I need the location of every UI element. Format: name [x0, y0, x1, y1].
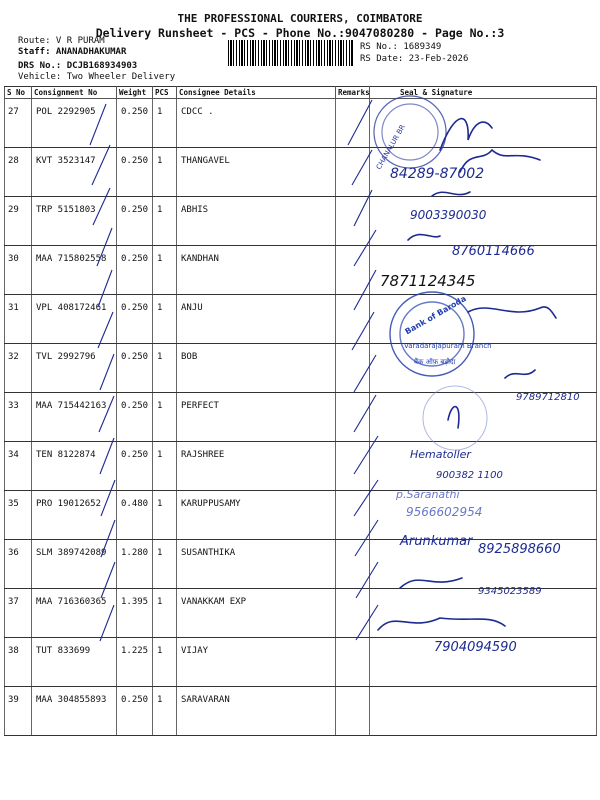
row-consignee: BOB	[177, 344, 336, 393]
row-remarks	[336, 197, 370, 246]
col-pcs: PCS	[153, 87, 177, 99]
handwritten-phone: 8925898660	[478, 542, 561, 557]
row-sno: 38	[5, 638, 32, 687]
row-consignment: TUT 833699	[32, 638, 117, 687]
table-row	[5, 344, 597, 393]
runsheet-table	[4, 86, 597, 736]
row-weight: 0.250	[117, 246, 153, 295]
handwritten-phone: 8760114666	[452, 244, 535, 259]
row-consignee: SUSANTHIKA	[177, 540, 336, 589]
row-remarks	[336, 638, 370, 687]
row-sno: 28	[5, 148, 32, 197]
col-signature: Seal & Signature	[370, 87, 597, 99]
row-consignee: VIJAY	[177, 638, 336, 687]
col-consignment: Consignment No	[32, 87, 117, 99]
row-sno: 34	[5, 442, 32, 491]
col-consignee: Consignee Details	[177, 87, 336, 99]
row-consignee: ANJU	[177, 295, 336, 344]
row-consignment: MAA 304855893	[32, 687, 117, 736]
row-pcs: 1	[153, 687, 177, 736]
row-pcs: 1	[153, 99, 177, 148]
row-weight: 1.225	[117, 638, 153, 687]
row-sno: 29	[5, 197, 32, 246]
table-header-row	[5, 87, 597, 99]
handwritten-phone: 9345023589	[478, 586, 542, 597]
row-weight: 0.250	[117, 295, 153, 344]
row-consignment: TEN 8122874	[32, 442, 117, 491]
row-weight: 0.250	[117, 393, 153, 442]
route-label: Route: V R PURAM	[18, 36, 105, 46]
handwritten-phone: 84289-87002	[390, 166, 485, 182]
handwritten-name: Arunkumar	[400, 534, 473, 549]
row-consignment: MAA 715802558	[32, 246, 117, 295]
row-remarks	[336, 393, 370, 442]
row-signature	[370, 442, 597, 491]
row-pcs: 1	[153, 589, 177, 638]
row-consignment: MAA 715442163	[32, 393, 117, 442]
row-remarks	[336, 540, 370, 589]
row-consignment: PRO 19012652	[32, 491, 117, 540]
row-signature	[370, 687, 597, 736]
row-consignee: ABHIS	[177, 197, 336, 246]
row-sno: 30	[5, 246, 32, 295]
handwritten-phone: 7871124345	[380, 272, 476, 290]
row-signature	[370, 99, 597, 148]
handwritten-name: Hematoller	[410, 448, 471, 461]
handwritten-phone: 7904094590	[434, 640, 517, 655]
row-weight: 0.250	[117, 687, 153, 736]
row-pcs: 1	[153, 442, 177, 491]
row-weight: 0.250	[117, 148, 153, 197]
row-sno: 31	[5, 295, 32, 344]
staff-label: Staff: ANANADHAKUMAR	[18, 47, 127, 57]
row-signature	[370, 344, 597, 393]
bank-stamp-branch: Varadarajapuram Branch	[404, 342, 492, 350]
row-pcs: 1	[153, 393, 177, 442]
rs-number: RS No.: 1689349	[360, 42, 442, 52]
row-sno: 32	[5, 344, 32, 393]
table-row	[5, 491, 597, 540]
bank-stamp-title: Bank of Baroda	[403, 293, 468, 337]
table-row	[5, 148, 597, 197]
row-sno: 35	[5, 491, 32, 540]
row-sno: 39	[5, 687, 32, 736]
handwritten-name: p.Saranathi	[396, 488, 460, 501]
row-consignment: MAA 716360365	[32, 589, 117, 638]
handwritten-phone: 9566602954	[406, 505, 483, 519]
row-remarks	[336, 491, 370, 540]
row-remarks	[336, 344, 370, 393]
row-pcs: 1	[153, 638, 177, 687]
row-weight: 0.480	[117, 491, 153, 540]
handwritten-phone: 9003390030	[410, 208, 487, 222]
row-consignment: TVL 2992796	[32, 344, 117, 393]
vehicle-label: Vehicle: Two Wheeler Delivery	[18, 72, 176, 82]
table-row	[5, 99, 597, 148]
row-consignee: SARAVARAN	[177, 687, 336, 736]
row-pcs: 1	[153, 148, 177, 197]
runsheet-subtitle: Delivery Runsheet - PCS - Phone No.:9047080280 - Page No.:3	[95, 26, 505, 40]
table-row	[5, 687, 597, 736]
row-pcs: 1	[153, 344, 177, 393]
row-signature	[370, 295, 597, 344]
row-consignee: KARUPPUSAMY	[177, 491, 336, 540]
row-consignee: KANDHAN	[177, 246, 336, 295]
col-remarks: Remarks	[336, 87, 370, 99]
row-sno: 33	[5, 393, 32, 442]
row-pcs: 1	[153, 295, 177, 344]
row-consignment: TRP 5151803	[32, 197, 117, 246]
row-consignee: VANAKKAM EXP	[177, 589, 336, 638]
row-weight: 0.250	[117, 99, 153, 148]
row-weight: 0.250	[117, 197, 153, 246]
row-sno: 27	[5, 99, 32, 148]
row-pcs: 1	[153, 197, 177, 246]
row-pcs: 1	[153, 540, 177, 589]
col-sno: S No	[5, 87, 32, 99]
row-weight: 0.250	[117, 442, 153, 491]
bank-stamp-hindi: बैंक ऑफ़ बड़ौदा	[414, 358, 456, 366]
handwritten-phone: 900382 1100	[436, 470, 503, 481]
col-weight: Weight	[117, 87, 153, 99]
row-consignee: THANGAVEL	[177, 148, 336, 197]
row-sno: 37	[5, 589, 32, 638]
row-weight: 1.395	[117, 589, 153, 638]
row-remarks	[336, 246, 370, 295]
drs-label: DRS No.: DCJB168934903	[18, 61, 138, 71]
row-remarks	[336, 687, 370, 736]
round-stamp-text: CHANALUR BR	[374, 123, 407, 171]
row-weight: 0.250	[117, 344, 153, 393]
row-consignment: VPL 408172461	[32, 295, 117, 344]
row-remarks	[336, 99, 370, 148]
row-pcs: 1	[153, 491, 177, 540]
row-remarks	[336, 148, 370, 197]
row-consignee: CDCC .	[177, 99, 336, 148]
table-row	[5, 197, 597, 246]
row-weight: 1.280	[117, 540, 153, 589]
row-consignee: RAJSHREE	[177, 442, 336, 491]
table-row	[5, 442, 597, 491]
table-row	[5, 393, 597, 442]
handwritten-phone: 9789712810	[516, 392, 580, 403]
row-consignment: KVT 3523147	[32, 148, 117, 197]
table-row	[5, 295, 597, 344]
row-consignment: SLM 389742089	[32, 540, 117, 589]
row-sno: 36	[5, 540, 32, 589]
row-remarks	[336, 589, 370, 638]
company-title: THE PROFESSIONAL COURIERS, COIMBATORE	[177, 12, 423, 25]
row-consignment: POL 2292905	[32, 99, 117, 148]
barcode	[228, 40, 354, 66]
row-remarks	[336, 442, 370, 491]
row-consignee: PERFECT	[177, 393, 336, 442]
row-pcs: 1	[153, 246, 177, 295]
row-remarks	[336, 295, 370, 344]
rs-date: RS Date: 23-Feb-2026	[360, 54, 469, 64]
